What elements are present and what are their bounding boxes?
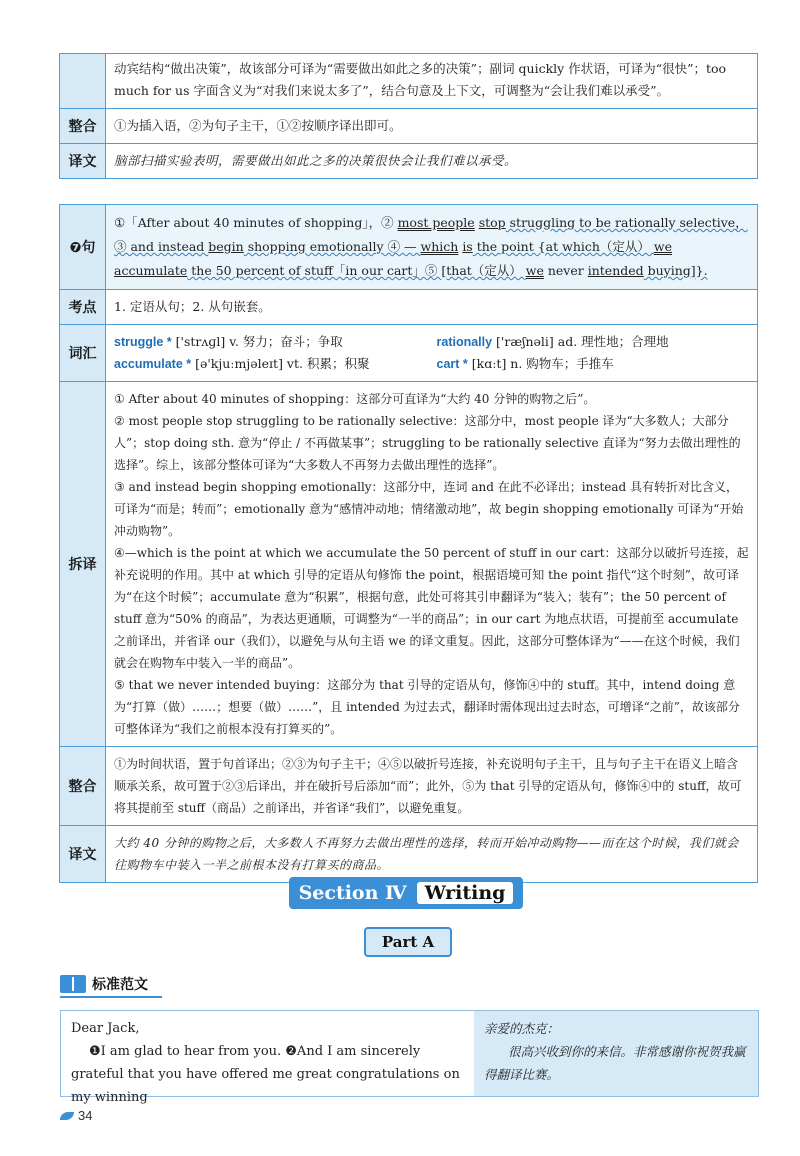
- section-banner: [289, 877, 523, 909]
- vocab-word: rationally: [436, 335, 493, 349]
- vocab-row: [60, 324, 757, 381]
- analysis-row: [60, 381, 757, 746]
- analysis-item: ⑤ that we never intended buying：这部分为 that 引导的定语从句，修饰④中的 stuff。其中，intend doing 意为“打算（做）……；想要（做）……”，且 intended 为过去式，翻译时需体现出过去时态，可增译“之前”，故该部分可整体译为“我们之前根本没有打算买的”。: [114, 678, 740, 736]
- vocab-item: [114, 331, 427, 353]
- table1-translation-row: [60, 143, 757, 178]
- letter-body-en: ❶I am glad to hear from you. ❷And I am sincerely grateful that you have offered me great congratulations on my winning: [71, 1044, 460, 1105]
- page-number: [60, 1108, 92, 1123]
- page-number-text: 34: [78, 1108, 93, 1123]
- analysis-text: [106, 382, 757, 746]
- vocab-item: [437, 331, 750, 353]
- points-label: 考点: [60, 290, 106, 324]
- letter-english: [61, 1011, 474, 1105]
- analysis-table-2: [59, 204, 758, 883]
- part-label: Part A: [364, 927, 452, 957]
- analysis-label: 拆译: [60, 382, 106, 746]
- table1-cont-text: 动宾结构“做出决策”，故该部分可译为“需要做出如此之多的决策”；副词 quickly 作状语，可译为“很快”；too much for us 字面含义为“对我们来说太多了”，结合句意及上下文，可调整为“会让我们难以承受”。: [114, 61, 727, 98]
- section-title: Writing: [417, 882, 514, 904]
- sentence-label: ❼句: [60, 205, 106, 289]
- sentence-verb: is: [462, 239, 473, 254]
- table1-cont-label: [60, 54, 106, 108]
- table1-translation-text: 脑部扫描实验表明，需要做出如此之多的决策很快会让我们难以承受。: [114, 153, 518, 168]
- sentence-part: ①「After about 40 minutes of shopping」，②: [114, 215, 398, 230]
- table2-translation-text: 大约 40 分钟的购物之后，大多数人不再努力去做出理性的选择，转而开始冲动购物——而在这个时候，我们就会往购物车中装入一半之前根本没有打算买的商品。: [114, 836, 739, 872]
- vocab-list: [106, 325, 757, 381]
- leaf-icon: [60, 1112, 74, 1120]
- vocab-def: [kɑːt] n. 购物车；手推车: [467, 356, 614, 371]
- sentence-verb: stop: [478, 215, 506, 230]
- points-row: [60, 289, 757, 324]
- vocab-def: ['ræʃnəli] ad. 理性地；合理地: [492, 334, 669, 349]
- sample-letter: [60, 1010, 759, 1105]
- analysis-table-1: [59, 53, 758, 179]
- book-icon: [60, 975, 86, 993]
- table2-integrate-text: ①为时间状语，置于句首译出；②③为句子主干；④⑤以破折号连接，补充说明句子主干，且与句子主干在语义上暗含顺承关系，故可置于②③后译出，并在破折号后添加“而”；此外，⑤为 that 引导的定语从句，修饰④中的 stuff，故可将其提前至 stuff（商品）之前译出，并省译“我们”，以避免重复。: [114, 757, 742, 815]
- standard-essay-title: 标准范文: [92, 977, 148, 993]
- sentence-part: buying]}.: [643, 263, 708, 278]
- letter-greeting-zh: 亲爱的杰克：: [484, 1021, 560, 1036]
- vocab-word: accumulate *: [114, 357, 192, 371]
- vocab-word: cart *: [436, 357, 468, 371]
- sentence-verb: begin: [208, 239, 244, 254]
- table1-cont-row: [60, 54, 757, 108]
- vocab-def: [ə'kjuːmjəleɪt] vt. 积累；积聚: [191, 356, 370, 371]
- analysis-item: ④—which is the point at which we accumulate the 50 percent of stuff in our cart：这部分以破折号连接，起补充说明的作用。其中 at which 引导的定语从句修饰 the point，根据语境可知 the point 指代“这个时刻”，故可译为“在这个时候”；accumulate 意为“积累”，根据句意，此处可将其引申翻译为“装入；装有”；the 50 percent of stuff 意为“50% 的商品”，为表达更通顺，可调整为“一半的商品”；in our cart 为地点状语，可提前至 accumulate 之前译出，并省译 our（我们），以避免与从句主语 we 的译文重复。因此，这部分可整体译为“——在这个时候，我们就会在购物车中装入一半的商品”。: [114, 546, 749, 670]
- points-text: 1. 定语从句；2. 从句嵌套。: [114, 299, 271, 314]
- sentence-part: the 50 percent of stuff「in our cart」⑤ [that（定从）: [187, 263, 526, 278]
- sentence-part: never: [543, 263, 588, 278]
- table2-translation-row: [60, 825, 757, 882]
- sentence-subject: we: [525, 263, 544, 278]
- table2-integrate-label: 整合: [60, 747, 106, 825]
- sentence-subject: we: [653, 239, 673, 254]
- letter-body-zh: 很高兴收到你的来信。非常感谢你祝贺我赢得翻译比赛。: [484, 1044, 746, 1082]
- table2-integrate-row: [60, 746, 757, 825]
- analysis-item: ③ and instead begin shopping emotionally：这部分中，连词 and 在此不必译出；instead 具有转折对比含义，可译为“而是；转而”；emotionally 意为“感情冲动地；情绪激动地”，故 begin shopping emotionally 可译为“开始冲动购物”。: [114, 480, 744, 538]
- sentence-subject: which: [420, 239, 459, 254]
- sentence-verb: intended: [587, 263, 644, 278]
- sentence-part: shopping emotionally ④ —: [243, 239, 421, 254]
- sentence-row: [60, 205, 757, 289]
- letter-chinese: [474, 1011, 758, 1096]
- vocab-item: [114, 353, 427, 375]
- vocab-label: 词汇: [60, 325, 106, 381]
- sentence-verb: accumulate: [114, 263, 188, 278]
- vocab-word: struggle *: [114, 335, 172, 349]
- table1-integrate-label: 整合: [60, 109, 106, 143]
- letter-greeting: Dear Jack,: [71, 1021, 140, 1036]
- section-number: Section Ⅳ: [298, 882, 407, 904]
- standard-essay-heading: [60, 972, 162, 998]
- analysis-item: ① After about 40 minutes of shopping：这部分可直译为“大约 40 分钟的购物之后”。: [114, 392, 596, 406]
- table1-integrate-row: [60, 108, 757, 143]
- table1-integrate-text: ①为插入语，②为句子主干，①②按顺序译出即可。: [114, 118, 402, 133]
- sentence-text: [106, 205, 757, 289]
- analysis-item: ② most people stop struggling to be rationally selective：这部分中，most people 译为“大多数人；大部分人”；stop doing sth. 意为“停止 / 不再做某事”；struggling to be rationally selective 直译为“努力去做出理性的选择”。综上，该部分整体可译为“大多数人不再努力去做出理性的选择”。: [114, 414, 741, 472]
- sentence-part: struggling to be rationally selective，③ and instead: [114, 215, 748, 254]
- sentence-part: the point {at which（定从）: [472, 239, 654, 254]
- sentence-subject: most people: [397, 215, 475, 230]
- table1-translation-label: 译文: [60, 144, 106, 178]
- table2-translation-label: 译文: [60, 826, 106, 882]
- vocab-item: [437, 353, 750, 375]
- vocab-def: ['strʌɡl] v. 努力；奋斗；争取: [171, 334, 343, 349]
